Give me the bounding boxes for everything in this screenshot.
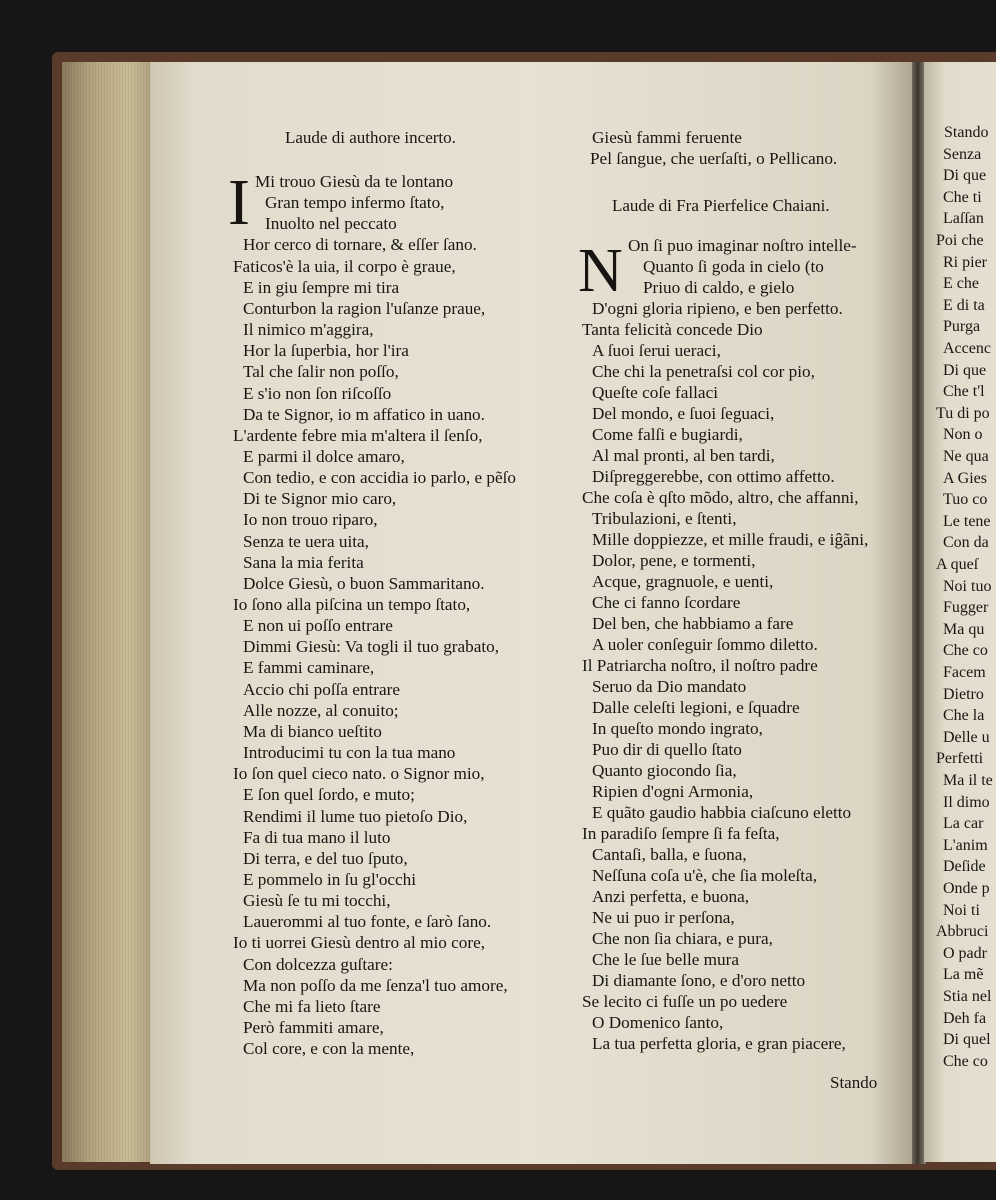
next-page-line-fragment: Ma il te: [943, 772, 993, 789]
verse-line: Che chi la penetraſsi col cor pio,: [592, 362, 815, 381]
verse-line: Dalle celeſti legioni, e ſquadre: [592, 698, 800, 717]
verse-line: Che coſa è qſto mõdo, altro, che affanni,: [582, 488, 859, 507]
verse-line: Senza te uera uita,: [243, 531, 369, 551]
next-page-line-fragment: O padr: [943, 944, 987, 962]
verse-line: Conturbon la ragion l'uſanze praue,: [243, 298, 486, 318]
verse-line: E quãto gaudio habbia ciaſcuno eletto: [592, 803, 852, 822]
next-page-line-fragment: Senza: [943, 145, 982, 163]
verse-line: Con tedio, e con accidia io parlo, e pẽſo: [243, 468, 516, 488]
verse-line: Se lecito ci fuſſe un po uedere: [582, 992, 788, 1011]
next-page-line-fragment: Fugger: [943, 599, 989, 617]
verse-line: A uoler conſeguir ſommo diletto.: [592, 635, 818, 654]
verse-line: Ma non poſſo da me ſenza'l tuo amore,: [243, 975, 508, 995]
verse-line: On ſi puo imaginar noſtro intelle-: [628, 236, 857, 255]
next-page-line-fragment: Delle u: [943, 728, 990, 746]
verse-line: E fammi caminare,: [243, 658, 375, 678]
next-page-line-fragment: Con da: [943, 534, 989, 552]
next-page-line-fragment: La mẽ: [943, 966, 984, 984]
right-page-fragment: [924, 62, 996, 1162]
verse-line: Introducimi tu con la tua mano: [243, 743, 456, 763]
verse-line: Faticos'è la uia, il corpo è graue,: [233, 256, 456, 276]
verse-line: Fa di tua mano il luto: [243, 827, 391, 847]
verse-line: Pel ſangue, che uerſaſti, o Pellicano.: [590, 149, 838, 168]
verse-line: Anzi perfetta, e buona,: [592, 887, 750, 906]
next-page-line-fragment: Deh fa: [943, 1009, 987, 1027]
verse-line: Quanto giocondo ſia,: [592, 761, 737, 780]
verse-line: L'ardente febre mia m'altera il ſenſo,: [233, 425, 483, 445]
verse-line: Io ſon quel cieco nato. o Signor mio,: [233, 764, 485, 784]
verse-line: E parmi il dolce amaro,: [243, 446, 405, 466]
next-page-line-fragment: Di que: [943, 167, 987, 185]
verse-line: Cantaſi, balla, e ſuona,: [592, 845, 747, 864]
verse-line: Il nimico m'aggira,: [243, 320, 374, 340]
poem-title: Laude di authore incerto.: [285, 128, 456, 147]
next-page-line-fragment: Accenc: [943, 340, 991, 357]
verse-line: La tua perfetta gloria, e gran piacere,: [592, 1034, 846, 1053]
next-page-line-fragment: Purga: [943, 318, 981, 336]
next-page-line-fragment: E di ta: [943, 296, 985, 314]
verse-line: Di te Signor mio caro,: [243, 489, 397, 509]
verse-line: Del mondo, e ſuoi ſeguaci,: [592, 404, 775, 423]
verse-line: Acque, gragnuole, e uenti,: [592, 572, 774, 591]
next-page-line-fragment: Tu di po: [936, 404, 990, 422]
next-page-line-fragment: Stia nel: [943, 988, 992, 1005]
verse-line: Ripien d'ogni Armonia,: [592, 782, 754, 801]
verse-line: Io ti uorrei Giesù dentro al mio core,: [233, 933, 486, 953]
verse-line: Di diamante ſono, e d'oro netto: [592, 971, 806, 990]
verse-line: Dolce Giesù, o buon Sammaritano.: [243, 573, 485, 593]
verse-line: Il Patriarcha noſtro, il noſtro padre: [582, 656, 818, 675]
verse-line: Al mal pronti, al ben tardi,: [592, 446, 775, 465]
catchword: Stando: [830, 1073, 878, 1092]
next-page-line-fragment: Le tene: [943, 512, 991, 530]
verse-line: Sana la mia ferita: [243, 552, 364, 572]
verse-line: Che mi fa lieto ſtare: [243, 996, 381, 1016]
verse-line: Rendimi il lume tuo pietoſo Dio,: [243, 806, 468, 826]
verse-line: Tribulazioni, e ſtenti,: [592, 509, 737, 528]
poem-title: Laude di Fra Pierfelice Chaiani.: [612, 196, 830, 215]
verse-line: O Domenico ſanto,: [592, 1013, 724, 1032]
next-page-line-fragment: Tuo co: [943, 491, 988, 509]
verse-line: Priuo di caldo, e gielo: [643, 278, 795, 297]
next-page-line-fragment: Il dimo: [943, 793, 990, 811]
next-page-line-fragment: Noi ti: [943, 901, 980, 919]
verse-line: Lauerommi al tuo fonte, e ſarò ſano.: [243, 912, 492, 932]
next-page-line-fragment: A Gies: [943, 469, 987, 487]
verse-line: E s'io non ſon riſcoſſo: [243, 383, 392, 403]
next-page-line-fragment: Noi tuo: [943, 577, 992, 595]
verse-line: Giesù ſe tu mi tocchi,: [243, 891, 391, 911]
verse-line: Ma di bianco ueſtito: [243, 721, 382, 741]
next-page-line-fragment: Dietro: [943, 685, 984, 703]
verse-line: Neſſuna coſa u'è, che ſia moleſta,: [592, 866, 818, 885]
next-page-line-fragment: Abbruci: [936, 923, 989, 941]
verse-line: Però fammiti amare,: [243, 1018, 384, 1037]
verse-line: E in giu ſempre mi tira: [243, 277, 400, 297]
verse-line: Del ben, che habbiamo a fare: [592, 614, 794, 633]
verse-line: Inuolto nel peccato: [265, 214, 397, 234]
next-page-line-fragment: Che t'l: [943, 383, 985, 401]
next-page-line-fragment: Non o: [943, 426, 983, 444]
verse-line: Mi trouo Giesù da te lontano: [255, 172, 454, 191]
verse-line: Tanta felicità concede Dio: [582, 320, 763, 339]
verse-line: E non ui poſſo entrare: [243, 616, 393, 636]
next-page-line-fragment: Deſide: [943, 858, 986, 876]
next-page-line-fragment: Laſſan: [943, 210, 984, 228]
verse-line: Di terra, e del tuo ſputo,: [243, 848, 408, 868]
verse-line: Gran tempo infermo ſtato,: [265, 193, 445, 213]
verse-line: Dimmi Giesù: Va togli il tuo grabato,: [243, 637, 500, 657]
verse-line: In paradiſo ſempre ſi fa feſta,: [582, 824, 780, 843]
verse-line: Io ſono alla piſcina un tempo ſtato,: [233, 595, 471, 614]
next-page-line-fragment: Onde p: [943, 880, 990, 897]
next-page-line-fragment: Di que: [943, 361, 987, 379]
next-page-line-fragment: Facem: [943, 664, 986, 681]
next-page-line-fragment: Che la: [943, 707, 985, 725]
next-page-line-fragment: Che co: [943, 1052, 988, 1070]
verse-line: Seruo da Dio mandato: [592, 677, 747, 696]
next-page-line-fragment: A queſ: [936, 556, 979, 573]
next-page-line-fragment: L'anim: [943, 836, 988, 854]
verse-line: Giesù fammi feruente: [592, 128, 742, 147]
verse-line: Che le ſue belle mura: [592, 950, 739, 969]
next-page-line-fragment: Perfetti: [936, 750, 984, 768]
verse-line: Dolor, pene, e tormenti,: [592, 551, 756, 570]
verse-line: Come falſi e bugiardi,: [592, 425, 743, 444]
next-page-line-fragment: Stando: [944, 124, 989, 141]
next-page-line-fragment: Ma qu: [943, 620, 985, 638]
verse-line: Accio chi poſſa entrare: [243, 679, 400, 699]
verse-line: Mille doppiezze, et mille fraudi, e iĝãni,: [592, 530, 869, 549]
next-page-line-fragment: Ri pier: [943, 253, 987, 271]
drop-cap: N: [578, 237, 623, 305]
verse-line: In queſto mondo ingrato,: [592, 719, 763, 738]
verse-line: Hor cerco di tornare, & eſſer ſano.: [243, 235, 477, 255]
verse-line: D'ogni gloria ripieno, e ben perfetto.: [592, 299, 843, 318]
verse-line: Da te Signor, io m affatico in uano.: [243, 404, 485, 424]
verse-line: Che ci fanno ſcordare: [592, 593, 741, 612]
next-page-line-fragment: E che: [943, 275, 979, 293]
next-page-line-fragment: Che ti: [943, 188, 982, 206]
verse-line: Diſpreggerebbe, con ottimo affetto.: [592, 467, 835, 486]
verse-line: Puo dir di quello ſtato: [592, 740, 742, 759]
verse-line: E pommelo in ſu gl'occhi: [243, 869, 417, 889]
next-page-line-fragment: La car: [943, 815, 984, 833]
verse-line: Con dolcezza guſtare:: [243, 954, 393, 974]
verse-line: Quanto ſi goda in cielo (to: [643, 257, 824, 276]
verse-line: Io non trouo riparo,: [243, 510, 378, 530]
drop-cap: I: [228, 166, 250, 239]
page-edges: [62, 62, 158, 1162]
verse-line: E ſon quel ſordo, e muto;: [243, 785, 415, 805]
verse-line: Queſte coſe fallaci: [592, 383, 718, 402]
verse-line: Che non ſia chiara, e pura,: [592, 929, 773, 948]
verse-line: A ſuoi ſerui ueraci,: [592, 341, 721, 360]
verse-line: Tal che ſalir non poſſo,: [243, 362, 399, 382]
verse-line: Hor la ſuperbia, hor l'ira: [243, 341, 409, 361]
next-page-line-fragment: Che co: [943, 642, 988, 660]
next-page-line-fragment: Di quel: [943, 1031, 991, 1049]
verse-line: Ne ui puo ir perſona,: [592, 908, 735, 927]
verse-line: Col core, e con la mente,: [243, 1039, 415, 1059]
verse-line: Alle nozze, al conuito;: [243, 700, 399, 720]
next-page-line-fragment: Poi che: [936, 232, 984, 249]
next-page-line-fragment: Ne qua: [943, 448, 989, 465]
